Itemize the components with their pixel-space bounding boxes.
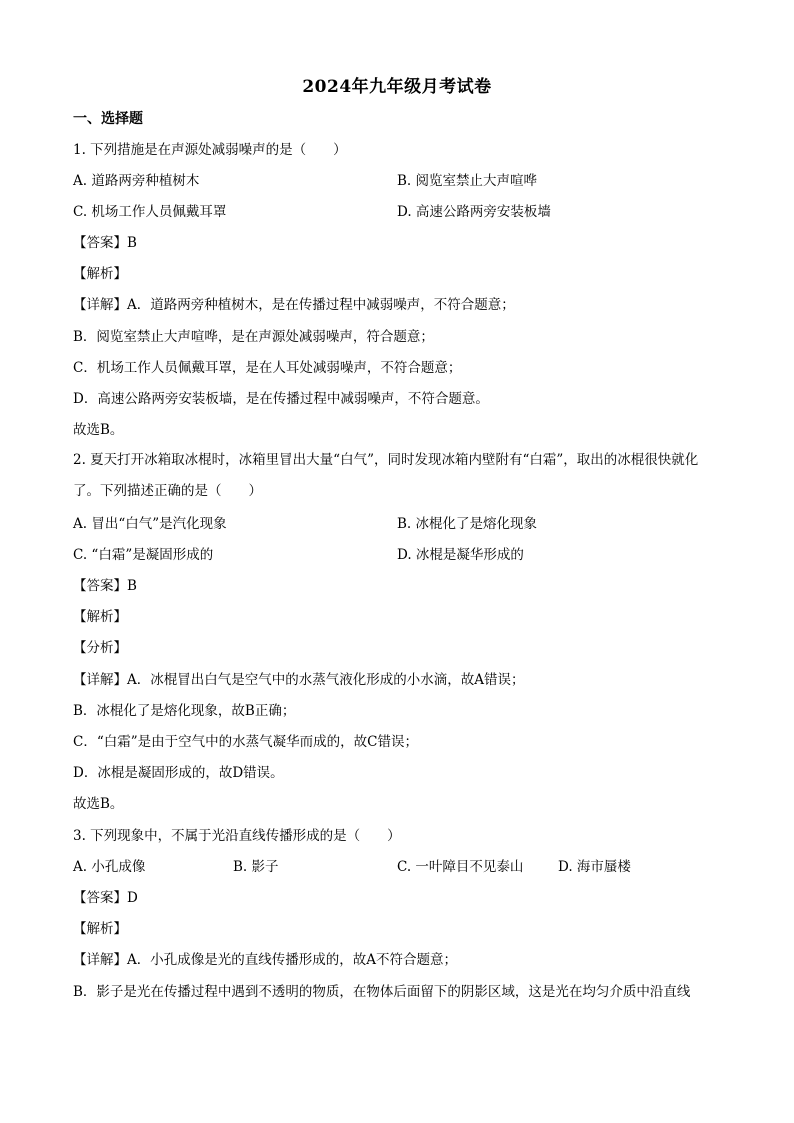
- question-2-option-d: D. 冰棍是凝华形成的: [397, 547, 524, 563]
- question-2-detail-3: C．“白霜”是由于空气中的水蒸气凝华而成的，故C错误；: [73, 734, 418, 750]
- question-1-detail-3: C．机场工作人员佩戴耳罩，是在人耳处减弱噪声，不符合题意；: [73, 360, 462, 376]
- question-3-option-d: D. 海市蜃楼: [558, 859, 631, 875]
- question-3-option-c: C. 一叶障目不见泰山: [397, 859, 524, 875]
- question-1-option-c: C. 机场工作人员佩戴耳罩: [73, 204, 227, 220]
- question-3-option-b: B. 影子: [233, 859, 279, 875]
- question-1-answer: 【答案】B: [73, 235, 137, 251]
- question-1-detail-1: 【详解】A．道路两旁种植树木，是在传播过程中减弱噪声，不符合题意；: [73, 297, 515, 313]
- question-2-conclusion: 故选B。: [73, 796, 124, 812]
- question-2-answer: 【答案】B: [73, 578, 137, 594]
- question-1-stem: 1. 下列措施是在声源处减弱噪声的是（ ）: [73, 142, 347, 158]
- question-1-detail-4: D．高速公路两旁安装板墙，是在传播过程中减弱噪声，不符合题意。: [73, 391, 489, 407]
- question-1-option-a: A. 道路两旁种植树木: [73, 173, 200, 189]
- question-1-option-d: D. 高速公路两旁安装板墙: [397, 204, 551, 220]
- question-3-detail-2: B．影子是光在传播过程中遇到不透明的物质，在物体后面留下的阴影区域，这是光在均匀介质中沿直线: [73, 984, 691, 1000]
- question-3-stem: 3. 下列现象中，不属于光沿直线传播形成的是（ ）: [73, 828, 401, 844]
- question-1-option-b: B. 阅览室禁止大声喧哗: [397, 173, 538, 189]
- question-1-detail-2: B．阅览室禁止大声喧哗，是在声源处减弱噪声，符合题意；: [73, 329, 434, 345]
- question-2-detail-4: D．冰棍是凝固形成的，故D错误。: [73, 765, 284, 781]
- question-2-detail-2: B．冰棍化了是熔化现象，故B正确；: [73, 703, 296, 719]
- question-2-option-c: C. “白霜”是凝固形成的: [73, 547, 214, 563]
- question-2-option-b: B. 冰棍化了是熔化现象: [397, 516, 538, 532]
- question-3-analysis: 【解析】: [73, 921, 127, 937]
- question-1-analysis: 【解析】: [73, 266, 127, 282]
- question-3-option-a: A. 小孔成像: [73, 859, 146, 875]
- question-2-option-a: A. 冒出“白气”是汽化现象: [73, 516, 227, 532]
- question-3-detail-1: 【详解】A．小孔成像是光的直线传播形成的，故A不符合题意；: [73, 952, 457, 968]
- question-2-fenxi: 【分析】: [73, 640, 127, 656]
- question-3-answer: 【答案】D: [73, 890, 138, 906]
- page-title: 2024年九年级月考试卷: [302, 77, 492, 97]
- section-heading: 一、选择题: [73, 111, 143, 127]
- question-2-detail-1: 【详解】A．冰棍冒出白气是空气中的水蒸气液化形成的小水滴，故A错误；: [73, 672, 525, 688]
- question-2-stem: 2. 夏天打开冰箱取冰棍时，冰箱里冒出大量“白气”，同时发现冰箱内壁附有“白霜”，取出的冰棍很快就化了。下列描述正确的是（ ）: [73, 452, 699, 499]
- question-2-analysis: 【解析】: [73, 609, 127, 625]
- question-1-conclusion: 故选B。: [73, 422, 124, 438]
